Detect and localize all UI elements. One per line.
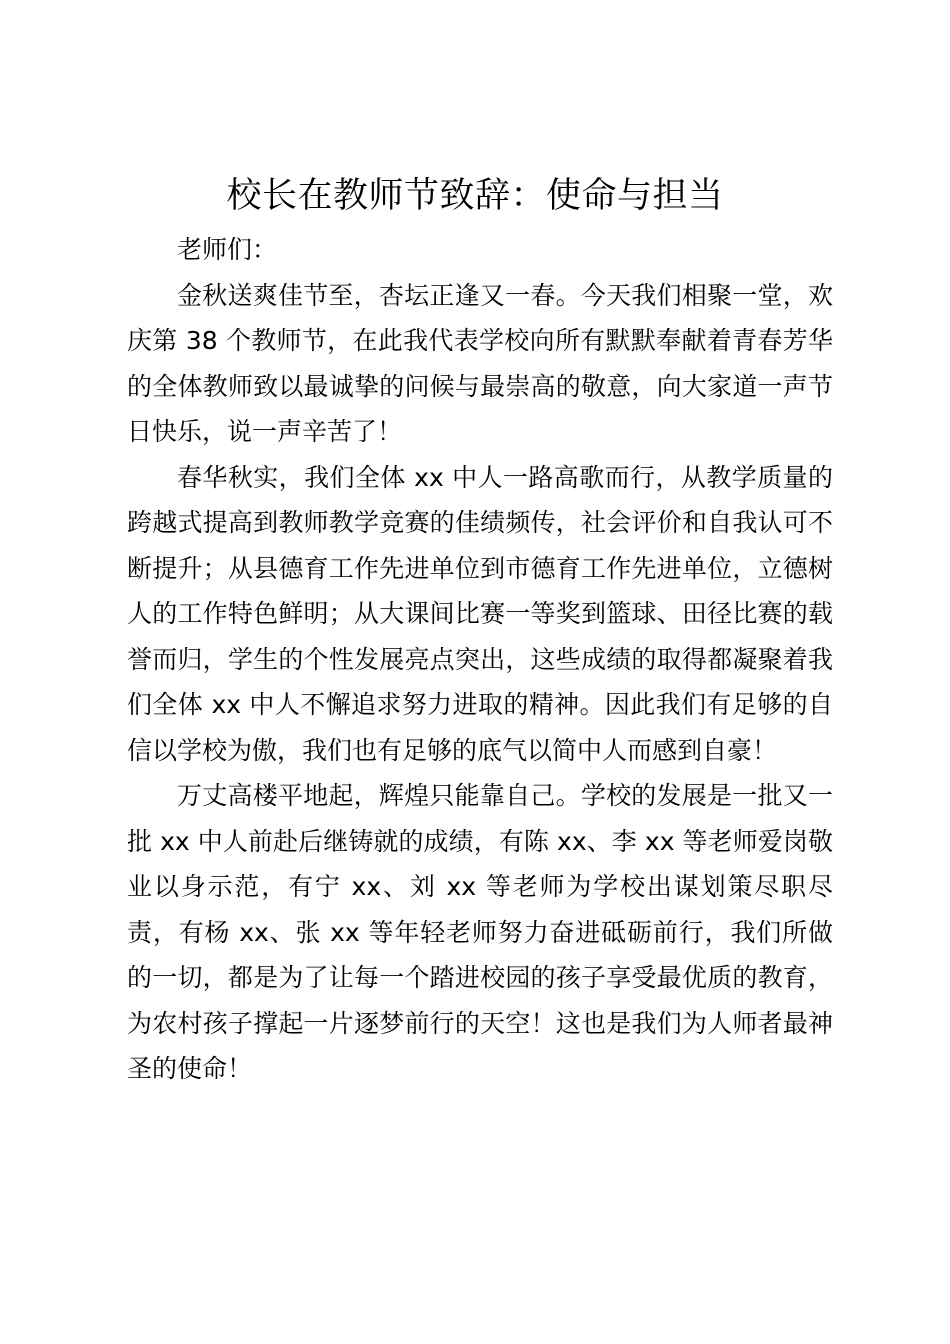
paragraph-1: 金秋送爽佳节至，杏坛正逢又一春。今天我们相聚一堂，欢庆第 38 个教师节，在此我代表学校向所有默默奉献着青春芳华的全体教师致以最诚挚的问候与最崇高的敬意，向大家道一声节日快乐，说一声辛苦了！ — [127, 280, 833, 446]
document-title: 校长在教师节致辞：使命与担当 — [226, 176, 724, 216]
document-body — [127, 227, 833, 1092]
salutation: 老师们： — [177, 235, 278, 264]
paragraph-2: 春华秋实，我们全体 xx 中人一路高歌而行，从教学质量的跨越式提高到教师教学竞赛的佳绩频传，社会评价和自我认可不断提升；从县德育工作先进单位到市德育工作先进单位，立德树人的工作特色鲜明；从大课间比赛一等奖到篮球、田径比赛的载誉而归，学生的个性发展亮点突出，这些成绩的取得都凝聚着我们全体 xx 中人不懈追求努力进取的精神。因此我们有足够的自信以学校为傲，我们也有足够的底气以简中人而感到自豪！ — [127, 462, 833, 765]
paragraph-3: 万丈高楼平地起，辉煌只能靠自己。学校的发展是一批又一批 xx 中人前赴后继铸就的成绩，有陈 xx、李 xx 等老师爱岗敬业以身示范，有宁 xx、刘 xx 等老师为学校出谋划策尽职尽责，有杨 xx、张 xx 等年轻老师努力奋进砥砺前行，我们所做的一切，都是为了让每一个踏进校园的孩子享受最优质的教育，为农村孩子撑起一片逐梦前行的天空！这也是我们为人师者最神圣的使命！ — [127, 781, 833, 1083]
